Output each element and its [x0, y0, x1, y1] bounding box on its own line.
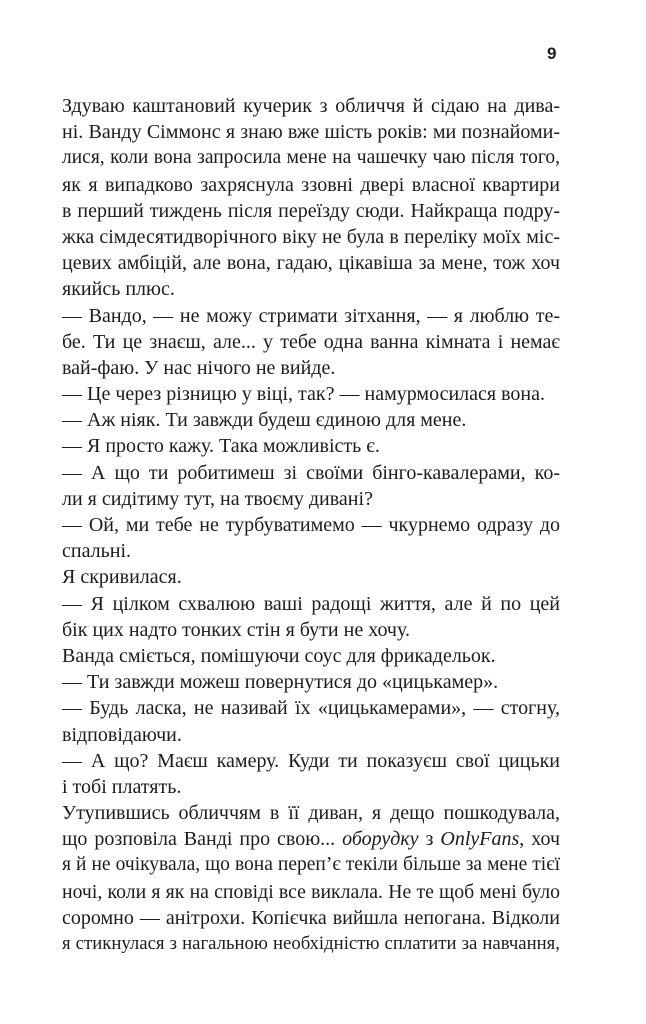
text-run: , хоч	[519, 828, 560, 851]
text-line: ночі, коли я як на сповіді все виклала. Не те щоб мені було	[62, 880, 560, 903]
text-line: бе. Ти це знаєш, але... у тебе одна ванна кімната і немає	[62, 330, 560, 353]
text-line: — Це через різницю у віці, так? — намурмосилася вона.	[62, 383, 545, 406]
text-line: Здуваю каштановий кучерик з обличчя й сідаю на дива-	[62, 95, 560, 117]
text-run: з	[418, 828, 441, 851]
text-line: вай-фаю. У нас нічого не вийде.	[62, 356, 336, 379]
text-line: — Ой, ми тебе не турбуватимемо — чкурнемо одразу до	[62, 514, 560, 536]
text-line: Утупившись обличчям в її диван, я дещо пошкодувала,	[62, 802, 560, 825]
text-line: я стикнулася з нагальною необхідністю сплатити за навчання,	[62, 933, 560, 954]
text-line: Ванда сміється, помішуючи соус для фрикадельок.	[62, 644, 496, 667]
text-line: як я випадково захряснула ззовні двері власної квартири	[62, 173, 560, 196]
body-text	[62, 93, 560, 957]
text-line: — А що? Маєш камеру. Куди ти показуєш свої цицьки	[62, 749, 560, 772]
text-line: спальні.	[62, 540, 131, 563]
text-line-mixed	[62, 826, 560, 852]
text-line: відповідаючи.	[62, 723, 182, 746]
text-line: жка сімдесятидворічного віку не була в переліку моїх міс-	[62, 225, 560, 248]
text-line: бік цих надто тонких стін я бути не хочу.	[62, 618, 410, 641]
text-line: і тобі платять.	[62, 775, 182, 798]
text-line: — А що ти робитимеш зі своїми бінго-кавалерами, ко-	[62, 461, 560, 484]
text-line: я й не очікувала, що вона переп’є текіли більше за мене тієї	[62, 854, 560, 876]
italic-text-run: OnlyFans	[440, 828, 520, 851]
text-line: ли я сидітиму тут, на твоєму дивані?	[62, 487, 373, 510]
text-line: — Ти завжди можеш повернутися до «цицькамер».	[62, 671, 499, 694]
text-line: якийсь плюс.	[62, 278, 175, 301]
text-line: ні. Ванду Сіммонс я знаю вже шість років: ми познайоми-	[62, 121, 560, 144]
text-line: цевих амбіцій, але вона, гадаю, цікавіша за мене, тож хоч	[62, 252, 560, 275]
text-line: лися, коли вона запросила мене на чашечку чаю після того,	[62, 147, 560, 169]
page-number: 9	[547, 44, 557, 63]
text-line: соромно — анітрохи. Копієчка вийшла непогана. Відколи	[62, 906, 560, 929]
text-line: — Я цілком схвалюю ваші радощі життя, але й по цей	[62, 592, 560, 615]
text-line: — Аж ніяк. Ти завжди будеш єдиною для мене.	[62, 409, 467, 432]
text-line: в перший тиждень після переїзду сюди. Найкраща подру-	[62, 199, 560, 222]
text-line: — Я просто кажу. Така можливість є.	[62, 435, 380, 458]
text-line: — Будь ласка, не називай їх «цицькамерами», — стогну,	[62, 697, 560, 720]
text-line: — Вандо, — не можу стримати зітхання, — я люблю те-	[62, 304, 560, 327]
text-line: Я скривилася.	[62, 566, 182, 589]
text-run: що розповіла Ванді про свою...	[62, 828, 343, 851]
italic-text-run: оборудку	[342, 828, 419, 851]
